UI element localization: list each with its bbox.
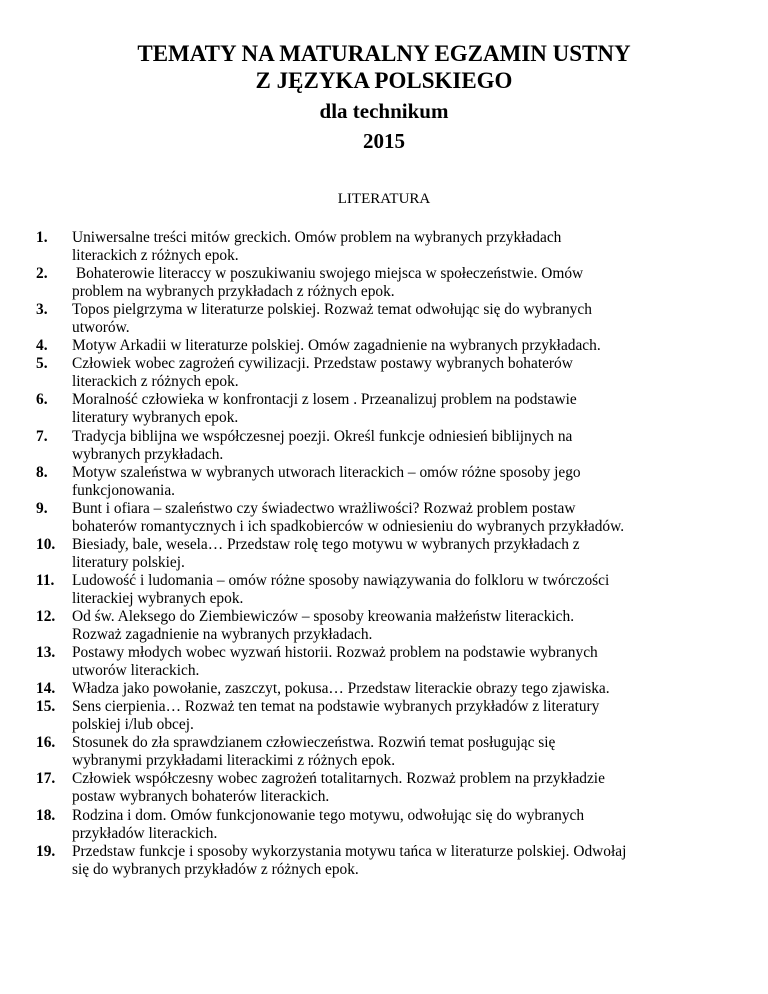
topic-text: [72, 391, 736, 427]
topic-item: [36, 464, 736, 500]
topic-number: 5.: [36, 355, 48, 373]
topic-text-line: Stosunek do zła sprawdzianem człowieczeństwa. Rozwiń temat posługując się: [72, 734, 556, 752]
topic-text-line: Ludowość i ludomania – omów różne sposoby nawiązywania do folkloru w twórczości: [72, 571, 610, 589]
topic-text: [72, 734, 736, 770]
topic-text-line: Od św. Aleksego do Ziembiewiczów – sposoby kreowania małżeństw literackich.: [72, 607, 575, 625]
topic-number: 18.: [36, 806, 56, 824]
topic-item: [36, 428, 736, 464]
topic-text-line: utworów literackich.: [72, 662, 200, 680]
topic-item: [36, 843, 736, 879]
topic-number: 4.: [36, 337, 48, 355]
topic-number: 6.: [36, 391, 48, 409]
topic-text: [72, 572, 736, 608]
topic-text-line: Tradycja biblijna we współczesnej poezji. Określ funkcje odniesień biblijnych na: [72, 427, 573, 445]
topic-item: [36, 734, 736, 770]
topic-text-line: polskiej i/lub obcej.: [72, 716, 194, 734]
topic-item: [36, 572, 736, 608]
topic-item: [36, 355, 736, 391]
topic-number: 12.: [36, 607, 56, 625]
topic-text-line: wybranymi przykładami literackimi z różnych epok.: [72, 752, 396, 770]
section-heading: LITERATURA: [337, 191, 431, 207]
topic-item: [36, 608, 736, 644]
topic-text-line: Motyw Arkadii w literaturze polskiej. Omów zagadnienie na wybranych przykładach.: [72, 337, 601, 355]
topic-number: 3.: [36, 301, 48, 319]
topic-text: [72, 807, 736, 843]
topic-text-line: postaw wybranych bohaterów literackich.: [72, 788, 330, 806]
topic-item: [36, 229, 736, 265]
topic-item: [36, 770, 736, 806]
topic-text-line: literackich z różnych epok.: [72, 373, 239, 391]
topic-item: [36, 536, 736, 572]
topic-number: 13.: [36, 644, 56, 662]
topic-item: [36, 680, 736, 698]
topic-text-line: Człowiek wobec zagrożeń cywilizacji. Przedstaw postawy wybranych bohaterów: [72, 355, 573, 373]
topic-item: [36, 500, 736, 536]
topic-number: 14.: [36, 680, 56, 698]
topic-text-line: Uniwersalne treści mitów greckich. Omów problem na wybranych przykładach: [72, 229, 562, 246]
topic-text-line: Rozważ zagadnienie na wybranych przykładach.: [72, 626, 373, 644]
title-line-1: TEMATY NA MATURALNY EGZAMIN USTNY: [137, 41, 631, 66]
topic-text-line: Bohaterowie literaccy w poszukiwaniu swojego miejsca w społeczeństwie. Omów: [72, 265, 584, 283]
topic-text: [72, 536, 736, 572]
topic-number: 11.: [36, 571, 55, 589]
topic-text: [72, 337, 736, 355]
subtitle-year: 2015: [363, 129, 405, 153]
topic-text: [72, 770, 736, 806]
topic-text: [72, 644, 736, 680]
topic-number: 1.: [36, 229, 48, 246]
topic-text-line: Człowiek współczesny wobec zagrożeń totalitarnych. Rozważ problem na przykładzie: [72, 770, 605, 788]
topic-number: 16.: [36, 734, 56, 752]
topic-number: 17.: [36, 770, 56, 788]
topic-text: [72, 608, 736, 644]
topic-text-line: literatury wybranych epok.: [72, 409, 239, 427]
topic-text: [72, 698, 736, 734]
topic-text: [72, 355, 736, 391]
topic-text-line: się do wybranych przykładów z różnych epok.: [72, 860, 359, 878]
topic-item: [36, 698, 736, 734]
topic-number: 7.: [36, 427, 48, 445]
topic-text: [72, 229, 736, 265]
topic-text-line: Biesiady, bale, wesela… Przedstaw rolę tego motywu w wybranych przykładach z: [72, 535, 580, 553]
topic-text: [72, 428, 736, 464]
topic-number: 2.: [36, 265, 48, 283]
topic-item: [36, 265, 736, 301]
topic-text-line: literatury polskiej.: [72, 553, 185, 571]
subtitle-school-type: dla technikum: [319, 99, 449, 123]
topic-text-line: Przedstaw funkcje i sposoby wykorzystania motywu tańca w literaturze polskiej. Odwołaj: [72, 842, 627, 860]
topic-item: [36, 644, 736, 680]
topic-text-line: Postawy młodych wobec wyzwań historii. Rozważ problem na podstawie wybranych: [72, 644, 598, 662]
topic-text-line: Rodzina i dom. Omów funkcjonowanie tego motywu, odwołując się do wybranych: [72, 806, 585, 824]
topic-text-line: Topos pielgrzyma w literaturze polskiej. Rozważ temat odwołując się do wybranych: [72, 301, 592, 319]
topic-text-line: wybranych przykładach.: [72, 445, 224, 463]
topic-number: 19.: [36, 842, 56, 860]
topic-text-line: problem na wybranych przykładach z różnych epok.: [72, 283, 395, 301]
topic-number: 8.: [36, 463, 48, 481]
topic-number: 10.: [36, 535, 56, 553]
topic-text: [72, 301, 736, 337]
topic-text-line: Bunt i ofiara – szaleństwo czy świadectwo wrażliwości? Rozważ problem postaw: [72, 499, 576, 517]
topic-text-line: Władza jako powołanie, zaszczyt, pokusa… Przedstaw literackie obrazy tego zjawiska.: [72, 680, 610, 698]
topic-text: [72, 680, 736, 698]
topic-text-line: literackich z różnych epok.: [72, 247, 239, 265]
topic-text-line: literackiej wybranych epok.: [72, 589, 244, 607]
topic-item: [36, 391, 736, 427]
title-line-2: Z JĘZYKA POLSKIEGO: [255, 68, 513, 93]
topic-text-line: Sens cierpienia… Rozważ ten temat na podstawie wybranych przykładów z literatury: [72, 698, 600, 716]
topic-text: [72, 464, 736, 500]
topic-text: [72, 265, 736, 301]
topic-text: [72, 843, 736, 879]
topic-text-line: Moralność człowieka w konfrontacji z losem . Przeanalizuj problem na podstawie: [72, 391, 577, 409]
topic-number: 9.: [36, 499, 48, 517]
topic-text-line: Motyw szaleństwa w wybranych utworach literackich – omów różne sposoby jego: [72, 463, 581, 481]
topic-text-line: bohaterów romantycznych i ich spadkobierców w odniesieniu do wybranych przykładów.: [72, 517, 625, 535]
topic-text: [72, 500, 736, 536]
topic-text-line: przykładów literackich.: [72, 824, 218, 842]
topics-list: [36, 229, 736, 879]
topic-text-line: utworów.: [72, 319, 130, 337]
topic-item: [36, 337, 736, 355]
topic-number: 15.: [36, 698, 56, 716]
topic-text-line: funkcjonowania.: [72, 481, 175, 499]
topic-item: [36, 301, 736, 337]
topic-item: [36, 807, 736, 843]
